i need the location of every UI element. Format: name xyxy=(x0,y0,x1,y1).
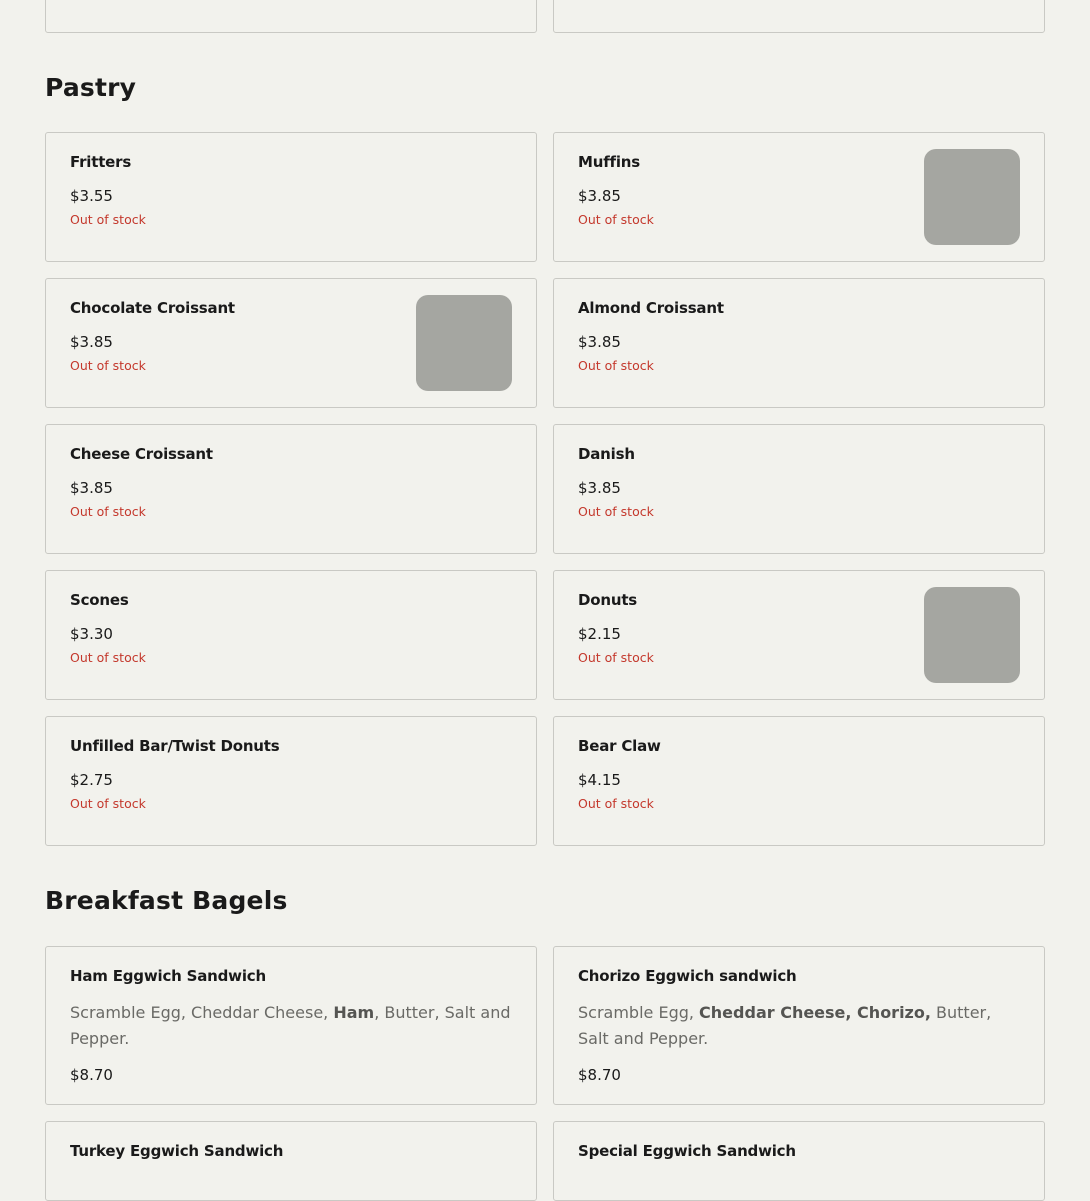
item-price: $2.75 xyxy=(70,771,113,789)
stock-status: Out of stock xyxy=(578,358,654,373)
stock-status: Out of stock xyxy=(578,212,654,227)
menu-item-danish[interactable] xyxy=(553,424,1045,554)
item-price: $3.85 xyxy=(578,187,621,205)
menu-item-cheese-croissant[interactable] xyxy=(45,424,537,554)
section-title-breakfast-bagels: Breakfast Bagels xyxy=(45,886,288,915)
item-price: $2.15 xyxy=(578,625,621,643)
stock-status: Out of stock xyxy=(70,650,146,665)
item-image xyxy=(924,587,1020,683)
item-image xyxy=(924,149,1020,245)
item-price: $3.85 xyxy=(70,333,113,351)
item-price: $3.85 xyxy=(70,479,113,497)
item-name: Unfilled Bar/Twist Donuts xyxy=(70,737,280,755)
stock-status: Out of stock xyxy=(578,650,654,665)
section-title-pastry: Pastry xyxy=(45,73,137,102)
stock-status: Out of stock xyxy=(578,504,654,519)
item-name: Danish xyxy=(578,445,635,463)
menu-item-donuts[interactable] xyxy=(553,570,1045,700)
menu-item-special-eggwich-sandwich[interactable] xyxy=(553,1121,1045,1201)
menu-item-card[interactable] xyxy=(553,0,1045,33)
item-name: Turkey Eggwich Sandwich xyxy=(70,1142,284,1160)
item-price: $3.55 xyxy=(70,187,113,205)
item-name: Chorizo Eggwich sandwich xyxy=(578,967,797,985)
stock-status: Out of stock xyxy=(70,796,146,811)
menu-item-chorizo-eggwich-sandwich[interactable] xyxy=(553,946,1045,1105)
menu-item-bear-claw[interactable] xyxy=(553,716,1045,846)
item-name: Muffins xyxy=(578,153,641,171)
item-name: Fritters xyxy=(70,153,132,171)
menu-item-unfilled-bar-twist-donuts[interactable] xyxy=(45,716,537,846)
menu-item-ham-eggwich-sandwich[interactable] xyxy=(45,946,537,1105)
item-name: Ham Eggwich Sandwich xyxy=(70,967,266,985)
item-price: $3.30 xyxy=(70,625,113,643)
menu-item-turkey-eggwich-sandwich[interactable] xyxy=(45,1121,537,1201)
item-price: $3.85 xyxy=(578,479,621,497)
item-name: Cheese Croissant xyxy=(70,445,213,463)
menu-item-chocolate-croissant[interactable] xyxy=(45,278,537,408)
stock-status: Out of stock xyxy=(70,358,146,373)
item-name: Donuts xyxy=(578,591,638,609)
menu-item-almond-croissant[interactable] xyxy=(553,278,1045,408)
item-name: Almond Croissant xyxy=(578,299,724,317)
menu-item-muffins[interactable] xyxy=(553,132,1045,262)
item-image xyxy=(416,295,512,391)
menu-item-card[interactable] xyxy=(45,0,537,33)
item-name: Scones xyxy=(70,591,129,609)
item-description: Scramble Egg, Cheddar Cheese, Chorizo, Butter, Salt and Pepper. xyxy=(578,1003,992,1048)
item-name: Bear Claw xyxy=(578,737,661,755)
menu-item-scones[interactable] xyxy=(45,570,537,700)
item-description: Scramble Egg, Cheddar Cheese, Ham, Butter, Salt and Pepper. xyxy=(70,1003,511,1048)
item-price: $4.15 xyxy=(578,771,621,789)
stock-status: Out of stock xyxy=(70,504,146,519)
item-price: $3.85 xyxy=(578,333,621,351)
item-price: $8.70 xyxy=(578,1066,621,1084)
item-price: $8.70 xyxy=(70,1066,113,1084)
item-name: Special Eggwich Sandwich xyxy=(578,1142,796,1160)
item-name: Chocolate Croissant xyxy=(70,299,235,317)
stock-status: Out of stock xyxy=(578,796,654,811)
menu-item-fritters[interactable] xyxy=(45,132,537,262)
stock-status: Out of stock xyxy=(70,212,146,227)
